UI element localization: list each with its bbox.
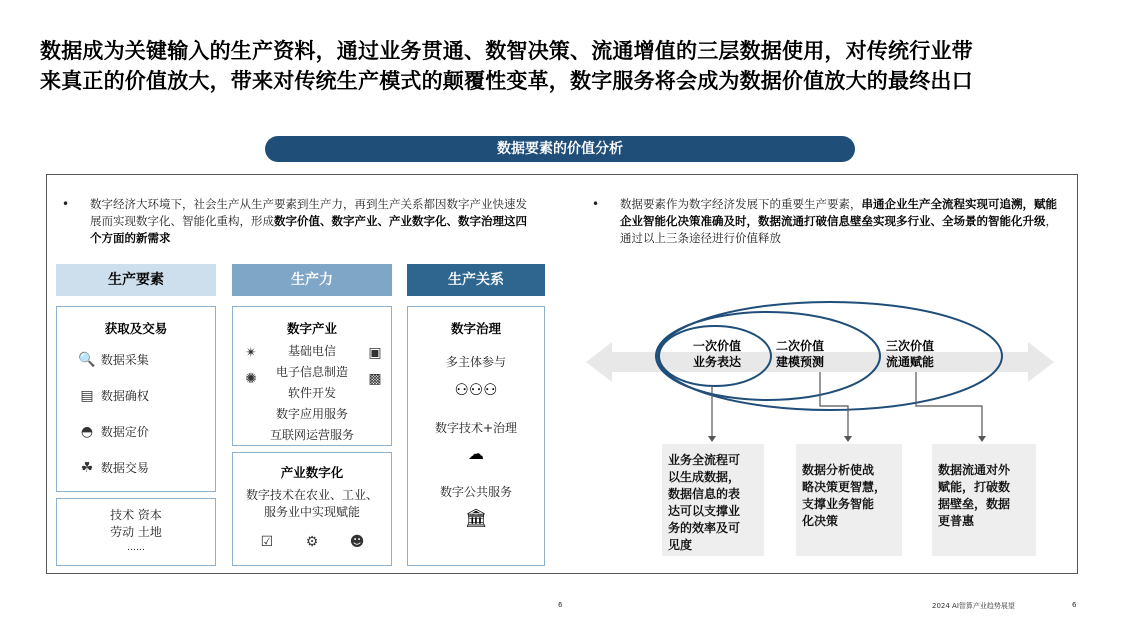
list-item: ▤ 数据确权 — [77, 387, 215, 423]
arrow-head-3 — [978, 436, 986, 442]
circulation-enablement-desc: 数据流通对外 赋能，打破数 据壁垒，数据 更普惠 — [932, 444, 1036, 556]
magnifier-icon: 🔍 — [78, 352, 96, 368]
list-item: 🔍 数据采集 — [78, 352, 149, 368]
list-item: 电子信息制造 — [275, 365, 348, 379]
value-diagram — [580, 290, 1060, 450]
people-group-icon: ⚇⚇⚇ — [454, 380, 498, 399]
business-expression-desc: 业务全流程可 以生成数据， 数据信息的表 达可以支撑业 务的效率及可 见度 — [662, 444, 764, 556]
page-number-center: 6 — [558, 601, 563, 609]
antenna-icon: ✴ — [245, 345, 257, 361]
network-icon: ☁ — [468, 444, 484, 463]
certificate-icon: ▤ — [80, 388, 94, 404]
col-header-production-relations: 生产关系 — [407, 264, 545, 296]
server-icon: ▩ — [368, 371, 382, 387]
farmer-icon: ☑ — [260, 534, 274, 550]
left-bullet-plain: 数字经济大环境下，社会生产从生产要素到生产力，再到生产关系都因数字产业快速发展而实现数字化、智能化重构，形成 — [90, 197, 527, 228]
box-text-line-1: 数字技术在农业、工业、 — [245, 488, 378, 502]
list-item: 多主体参与 — [445, 355, 506, 369]
right-bullet-plain-1: 数据要素作为数字经济发展下的重要生产要素， — [620, 197, 862, 211]
price-tag-icon: ◓ — [80, 424, 94, 440]
government-building-icon: 🏛 — [464, 508, 488, 529]
arrow-head-1 — [708, 436, 716, 442]
title-line-2: 来真正的价值放大，带来对传统生产模式的颠覆性变革，数字服务将会成为数据价值放大的最终出口 — [40, 69, 973, 93]
tertiary-value-label: 三次价值 流通赋能 — [886, 339, 935, 369]
box-title: 获取及交易 — [104, 321, 168, 336]
list-item: 数字技术+治理 — [434, 421, 518, 435]
traditional-factors-box — [56, 498, 216, 566]
list-item: ☘ 数据交易 — [77, 459, 215, 495]
arrow-head-2 — [844, 436, 852, 442]
service-person-icon: ☻ — [349, 534, 365, 550]
connector-line-3 — [916, 372, 982, 436]
right-bullet — [592, 196, 1062, 247]
digital-industry-box — [232, 306, 392, 446]
robot-arm-icon: ⚙ — [305, 534, 319, 550]
section-banner: 数据要素的价值分析 — [265, 136, 855, 162]
acquisition-trade-box — [56, 306, 216, 492]
bullet-dot: • — [592, 197, 600, 211]
bullet-dot: • — [62, 197, 70, 211]
list-item: 互联网运营服务 — [269, 428, 354, 442]
list-item: 数字公共服务 — [439, 485, 512, 499]
left-bullet-bold: 数字价值、数字产业、产业数字化、数字治理这四个方面的新需求 — [90, 214, 527, 245]
industry-digitalization-box — [232, 452, 392, 566]
secondary-value-label: 二次价值 建模预测 — [776, 339, 825, 369]
box-title: 数字产业 — [286, 321, 337, 336]
title-line-1: 数据成为关键输入的生产资料，通过业务贯通、数智决策、流通增值的三层数据使用，对传统行业带 — [40, 39, 973, 63]
handshake-icon: ☘ — [80, 460, 94, 476]
factors-ellipsis: …… — [127, 543, 145, 553]
box-title: 数字治理 — [450, 321, 501, 336]
page-number-right: 6 — [1072, 601, 1077, 609]
factors-line-2: 劳动 土地 — [110, 525, 162, 539]
box-title: 产业数字化 — [280, 465, 344, 480]
list-item: ◓ 数据定价 — [77, 423, 215, 459]
list-item: 基础电信 — [287, 344, 336, 358]
monitor-icon: ▣ — [368, 345, 382, 361]
factors-line-1: 技术 资本 — [110, 508, 162, 522]
col-header-productivity: 生产力 — [232, 264, 392, 296]
list-item: 数字应用服务 — [275, 407, 348, 421]
list-item: 软件开发 — [287, 386, 336, 400]
modeling-prediction-desc: 数据分析使战 略决策更智慧， 支撑业务智能 化决策 — [796, 444, 902, 556]
primary-value-label: 一次价值 业务表达 — [692, 339, 741, 369]
right-bullet-bold: 串通企业生产全流程实现可追溯，赋能企业智能化决策准确及时，数据流通打破信息壁垒实现多行业、全场景的智能化升级 — [620, 197, 1057, 228]
connector-line-2 — [820, 372, 848, 436]
report-title-footer: 2024 AI智算产业趋势展望 — [932, 602, 1015, 610]
page-title — [40, 36, 1100, 96]
satellite-icon: ✺ — [245, 371, 257, 387]
box-text-line-2: 服务业中实现赋能 — [263, 505, 360, 519]
right-bullet-plain-2: ，通过以上三条途径进行价值释放 — [620, 214, 1057, 245]
left-bullet — [62, 196, 532, 247]
digital-governance-box — [407, 306, 545, 566]
col-header-production-factors: 生产要素 — [56, 264, 216, 296]
